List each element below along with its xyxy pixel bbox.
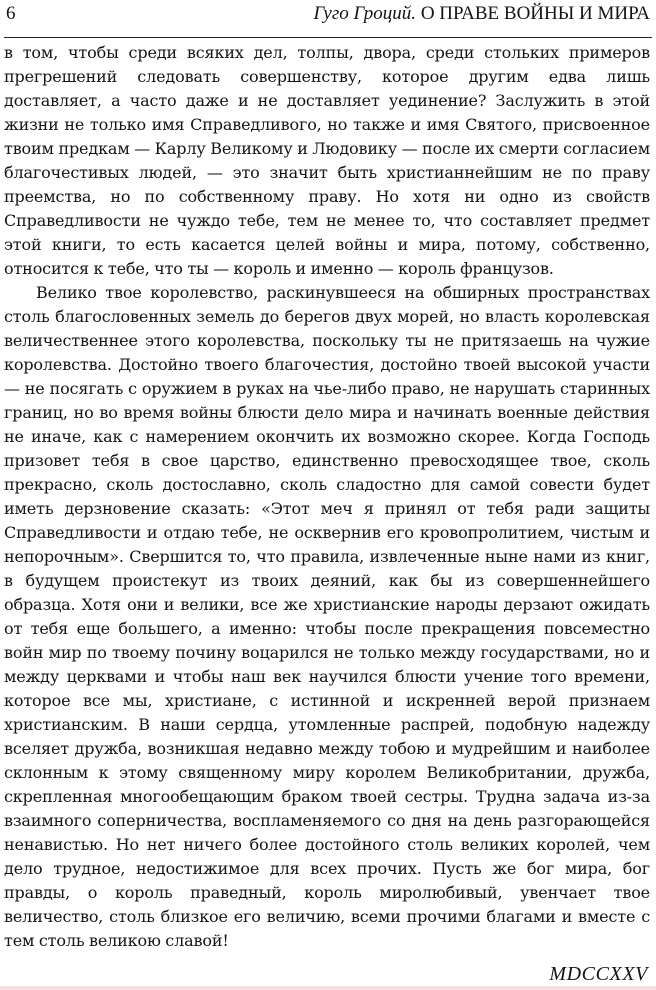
running-title	[313, 2, 650, 26]
paragraph-kingdom: Велико твое королевство, раскинувшееся на обширных пространствах столь благословенных земель до берегов двух морей, но власть королевская величественнее этого королевства, поскольку ты не притязаешь на чужие королевства. Достойно твоего благочестия, достойно твоей высокой участи — не посягать с оружием в руках на чье-либо право, не нарушать старинных границ, но во время войны блюсти дело мира и начинать военные действия не иначе, как с намерением окончить их возможно скорее. Когда Господь призовет тебя в свое царство, единственно превосходящее твое, сколь прекрасно, сколь достославно, сколь сладостно для самой совести будет иметь дерзновение сказать: «Этот меч я принял от тебя ради защиты Справедливости и отдаю тебе, не осквернив его кровопролитием, чистым и непорочным». Свершится то, что правила, извлеченные ныне нами из книг, в будущем проистекут из твоих деяний, как бы из совершеннейшего образца. Хотя они и велики, все же христианские народы дерзают ожидать от тебя еще большего, а именно: чтобы после прекращения повсеместно войн мир по твоему почину воцарился не только между государствами, но и между церквами и чтобы наш век научился блюсти учение того времени, которое все мы, христиане, с истинной и искренней верой признаем христианским. В наши сердца, утомленные распрей, подобную надежду вселяет дружба, возникшая недавно между тобою и мудрейшим и наиболее склонным к этому священному миру королем Великобритании, дружба, скрепленная многообещающим браком твоей сестры. Трудна задача из-за взаимного соперничества, воспламеняемого со дня на день разгорающейся ненавистью. Но нет ничего более достойного столь великих королей, чем дело трудное, недостижимое для всех прочих. Пусть же бог мира, бог правды, о король праведный, король миролюбивый, увенчает твое величество, столь близкое его величию, всеми прочими благами и вместе с тем столь великою славой!	[4, 283, 650, 950]
page-edge-mark	[0, 986, 656, 990]
body-text	[4, 41, 650, 953]
closing-date: MDCCXXV	[549, 963, 648, 985]
page-number: 6	[6, 3, 16, 24]
header-rule	[4, 37, 652, 38]
running-head	[6, 0, 650, 36]
paragraph-continued: в том, чтобы среди всяких дел, толпы, двора, среди стольких примеров прегрешений следовать совершенству, которое другим едва лишь доставляет, а часто даже и не доставляет уединение? Заслужить в этой жизни не только имя Справедливого, но также и имя Святого, присвоенное твоим предкам — Карлу Великому и Людовику — после их смерти согласием благочестивых людей, — это значит быть христианнейшим не по праву преемства, но по собственному праву. Но хотя ни одно из свойств Справедливости не чуждо тебе, тем не менее то, что составляет предмет этой книги, то есть касается целей войны и мира, потому, собственно, относится к тебе, что ты — король и именно — король французов.	[4, 43, 650, 278]
running-head-author: Гуго Гроций.	[313, 3, 417, 24]
running-head-book-title: О ПРАВЕ ВОЙНЫ И МИРА	[420, 3, 650, 24]
